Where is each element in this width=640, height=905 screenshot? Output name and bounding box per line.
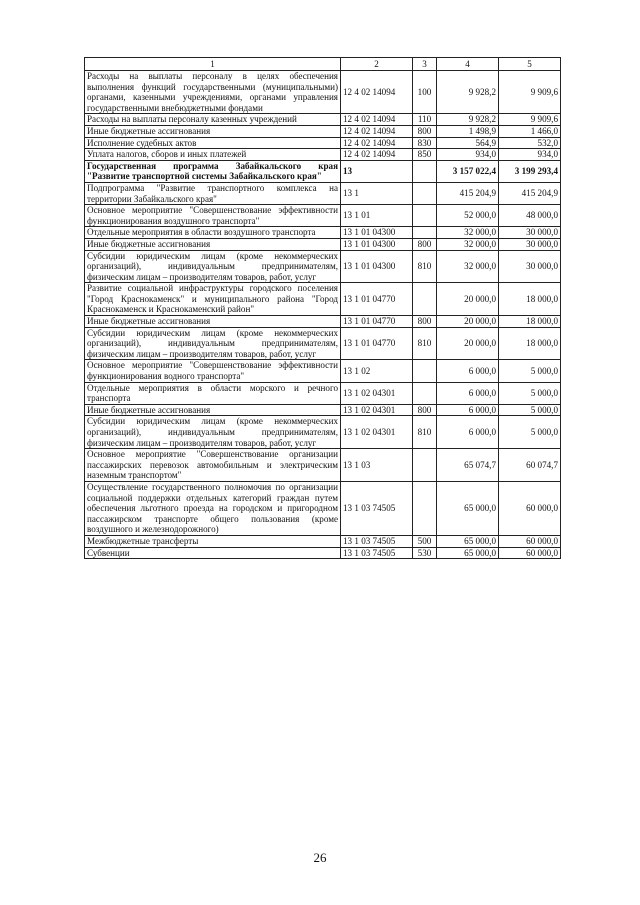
row-name-cell: Основное мероприятие "Совершенствование эффективности функционирования воздушного транспорта" bbox=[85, 205, 341, 227]
row-name-cell: Иные бюджетные ассигнования bbox=[85, 404, 341, 416]
row-value-1-cell: 415 204,9 bbox=[437, 182, 499, 204]
row-code-cell: 13 1 03 bbox=[341, 449, 413, 482]
row-name-cell: Основное мероприятие "Совершенствование организации пассажирских перевозок автомобильным и электрическим наземным транспортом" bbox=[85, 449, 341, 482]
row-value-2-cell: 18 000,0 bbox=[499, 327, 561, 360]
row-value-2-cell: 5 000,0 bbox=[499, 360, 561, 382]
row-code-cell: 12 4 02 14094 bbox=[341, 125, 413, 137]
row-expense-type-cell: 810 bbox=[413, 250, 437, 283]
row-expense-type-cell: 800 bbox=[413, 125, 437, 137]
row-name-cell: Отдельные мероприятия в области воздушного транспорта bbox=[85, 227, 341, 239]
row-expense-type-cell: 100 bbox=[413, 71, 437, 114]
table-row bbox=[85, 71, 561, 114]
row-code-cell: 13 1 bbox=[341, 182, 413, 204]
row-name-cell: Отдельные мероприятия в области морского и речного транспорта bbox=[85, 382, 341, 404]
row-code-cell: 13 1 01 04770 bbox=[341, 316, 413, 328]
row-code-cell: 13 1 01 04300 bbox=[341, 238, 413, 250]
row-code-cell: 13 1 03 74505 bbox=[341, 547, 413, 559]
table-row bbox=[85, 205, 561, 227]
row-expense-type-cell: 800 bbox=[413, 404, 437, 416]
row-value-2-cell: 3 199 293,4 bbox=[499, 160, 561, 182]
row-code-cell: 13 1 02 bbox=[341, 360, 413, 382]
row-value-1-cell: 1 498,9 bbox=[437, 125, 499, 137]
row-name-cell: Субсидии юридическим лицам (кроме некоммерческих организаций), индивидуальным предпринимателям, физическим лицам – производителям товаров, работ, услуг bbox=[85, 327, 341, 360]
table-row bbox=[85, 360, 561, 382]
row-code-cell: 13 1 02 04301 bbox=[341, 382, 413, 404]
header-cell-type: 3 bbox=[413, 58, 437, 71]
row-value-1-cell: 564,9 bbox=[437, 137, 499, 149]
row-expense-type-cell: 500 bbox=[413, 535, 437, 547]
table-row bbox=[85, 382, 561, 404]
row-code-cell: 13 1 02 04301 bbox=[341, 404, 413, 416]
row-code-cell: 13 1 02 04301 bbox=[341, 416, 413, 449]
row-name-cell: Субсидии юридическим лицам (кроме некоммерческих организаций), индивидуальным предпринимателям, физическим лицам – производителям товаров, работ, услуг bbox=[85, 416, 341, 449]
row-name-cell: Основное мероприятие "Совершенствование эффективности функционирования водного транспорта" bbox=[85, 360, 341, 382]
row-value-1-cell: 20 000,0 bbox=[437, 283, 499, 316]
row-value-1-cell: 65 000,0 bbox=[437, 535, 499, 547]
row-value-2-cell: 18 000,0 bbox=[499, 316, 561, 328]
row-expense-type-cell: 810 bbox=[413, 327, 437, 360]
row-expense-type-cell bbox=[413, 227, 437, 239]
row-code-cell: 12 4 02 14094 bbox=[341, 114, 413, 126]
row-name-cell: Развитие социальной инфраструктуры городского поселения "Город Краснокаменск" и муниципального района "Город Краснокаменск и Краснокаменский район" bbox=[85, 283, 341, 316]
row-value-2-cell: 48 000,0 bbox=[499, 205, 561, 227]
row-name-cell: Межбюджетные трансферты bbox=[85, 535, 341, 547]
table-row bbox=[85, 250, 561, 283]
row-expense-type-cell: 530 bbox=[413, 547, 437, 559]
row-value-2-cell: 1 466,0 bbox=[499, 125, 561, 137]
row-value-1-cell: 3 157 022,4 bbox=[437, 160, 499, 182]
header-cell-name: 1 bbox=[85, 58, 341, 71]
row-code-cell: 12 4 02 14094 bbox=[341, 149, 413, 161]
row-value-1-cell: 65 074,7 bbox=[437, 449, 499, 482]
row-value-1-cell: 65 000,0 bbox=[437, 547, 499, 559]
row-code-cell: 13 1 03 74505 bbox=[341, 481, 413, 535]
row-value-2-cell: 60 074,7 bbox=[499, 449, 561, 482]
header-row bbox=[85, 58, 561, 71]
row-value-1-cell: 32 000,0 bbox=[437, 238, 499, 250]
row-name-cell: Иные бюджетные ассигнования bbox=[85, 125, 341, 137]
row-name-cell: Субвенции bbox=[85, 547, 341, 559]
row-expense-type-cell bbox=[413, 283, 437, 316]
row-value-1-cell: 20 000,0 bbox=[437, 316, 499, 328]
page-number: 26 bbox=[313, 850, 327, 865]
table-row bbox=[85, 114, 561, 126]
row-name-cell: Исполнение судебных актов bbox=[85, 137, 341, 149]
row-value-1-cell: 6 000,0 bbox=[437, 404, 499, 416]
row-code-cell: 13 bbox=[341, 160, 413, 182]
row-expense-type-cell bbox=[413, 382, 437, 404]
row-name-cell: Субсидии юридическим лицам (кроме некоммерческих организаций), индивидуальным предпринимателям, физическим лицам – производителям товаров, работ, услуг bbox=[85, 250, 341, 283]
row-name-cell: Государственная программа Забайкальского края "Развитие транспортной системы Забайкальского края" bbox=[85, 160, 341, 182]
budget-table bbox=[84, 57, 561, 559]
row-code-cell: 12 4 02 14094 bbox=[341, 137, 413, 149]
row-code-cell: 12 4 02 14094 bbox=[341, 71, 413, 114]
row-expense-type-cell bbox=[413, 449, 437, 482]
row-name-cell: Иные бюджетные ассигнования bbox=[85, 238, 341, 250]
row-expense-type-cell: 810 bbox=[413, 416, 437, 449]
table-row bbox=[85, 227, 561, 239]
row-code-cell: 13 1 01 04770 bbox=[341, 283, 413, 316]
row-value-2-cell: 30 000,0 bbox=[499, 238, 561, 250]
row-expense-type-cell: 850 bbox=[413, 149, 437, 161]
row-expense-type-cell: 110 bbox=[413, 114, 437, 126]
row-value-1-cell: 6 000,0 bbox=[437, 360, 499, 382]
row-value-1-cell: 9 928,2 bbox=[437, 71, 499, 114]
table-row bbox=[85, 182, 561, 204]
table-row bbox=[85, 316, 561, 328]
row-value-2-cell: 60 000,0 bbox=[499, 535, 561, 547]
row-name-cell: Расходы на выплаты персоналу в целях обеспечения выполнения функций государственными (муниципальными) органами, казенными учреждениями, органами управления государственными внебюджетными фондами bbox=[85, 71, 341, 114]
header-cell-code: 2 bbox=[341, 58, 413, 71]
table-row bbox=[85, 404, 561, 416]
row-expense-type-cell bbox=[413, 205, 437, 227]
table-row bbox=[85, 416, 561, 449]
row-value-2-cell: 5 000,0 bbox=[499, 416, 561, 449]
header-cell-value-2: 5 bbox=[499, 58, 561, 71]
row-value-1-cell: 32 000,0 bbox=[437, 250, 499, 283]
row-expense-type-cell bbox=[413, 481, 437, 535]
header-cell-value-1: 4 bbox=[437, 58, 499, 71]
row-value-1-cell: 6 000,0 bbox=[437, 382, 499, 404]
row-expense-type-cell bbox=[413, 160, 437, 182]
row-value-2-cell: 30 000,0 bbox=[499, 250, 561, 283]
row-value-2-cell: 30 000,0 bbox=[499, 227, 561, 239]
row-value-2-cell: 5 000,0 bbox=[499, 382, 561, 404]
row-code-cell: 13 1 01 04770 bbox=[341, 327, 413, 360]
row-expense-type-cell: 800 bbox=[413, 238, 437, 250]
table-row bbox=[85, 547, 561, 559]
table-row bbox=[85, 125, 561, 137]
row-value-1-cell: 934,0 bbox=[437, 149, 499, 161]
row-expense-type-cell: 830 bbox=[413, 137, 437, 149]
row-value-2-cell: 934,0 bbox=[499, 149, 561, 161]
row-expense-type-cell bbox=[413, 360, 437, 382]
row-code-cell: 13 1 01 bbox=[341, 205, 413, 227]
row-value-1-cell: 32 000,0 bbox=[437, 227, 499, 239]
table-row bbox=[85, 238, 561, 250]
table-row bbox=[85, 149, 561, 161]
row-value-1-cell: 20 000,0 bbox=[437, 327, 499, 360]
row-name-cell: Расходы на выплаты персоналу казенных учреждений bbox=[85, 114, 341, 126]
row-name-cell: Уплата налогов, сборов и иных платежей bbox=[85, 149, 341, 161]
row-value-2-cell: 5 000,0 bbox=[499, 404, 561, 416]
row-name-cell: Осуществление государственного полномочия по организации социальной поддержки отдельных категорий граждан путем обеспечения льготного проезда на городском и пригородном пассажирском транспорте общего пользования (кроме воздушного и железнодорожного) bbox=[85, 481, 341, 535]
table-row bbox=[85, 327, 561, 360]
table-row bbox=[85, 449, 561, 482]
row-name-cell: Подпрограмма "Развитие транспортного комплекса на территории Забайкальского края" bbox=[85, 182, 341, 204]
row-expense-type-cell: 800 bbox=[413, 316, 437, 328]
table-row bbox=[85, 535, 561, 547]
row-code-cell: 13 1 03 74505 bbox=[341, 535, 413, 547]
row-value-1-cell: 52 000,0 bbox=[437, 205, 499, 227]
row-value-2-cell: 532,0 bbox=[499, 137, 561, 149]
row-value-2-cell: 9 909,6 bbox=[499, 114, 561, 126]
row-value-2-cell: 60 000,0 bbox=[499, 547, 561, 559]
row-value-2-cell: 9 909,6 bbox=[499, 71, 561, 114]
row-value-1-cell: 65 000,0 bbox=[437, 481, 499, 535]
table-row bbox=[85, 160, 561, 182]
row-value-2-cell: 60 000,0 bbox=[499, 481, 561, 535]
row-expense-type-cell bbox=[413, 182, 437, 204]
row-value-1-cell: 6 000,0 bbox=[437, 416, 499, 449]
row-code-cell: 13 1 01 04300 bbox=[341, 227, 413, 239]
row-name-cell: Иные бюджетные ассигнования bbox=[85, 316, 341, 328]
table-row bbox=[85, 481, 561, 535]
table-row bbox=[85, 137, 561, 149]
row-code-cell: 13 1 01 04300 bbox=[341, 250, 413, 283]
row-value-2-cell: 415 204,9 bbox=[499, 182, 561, 204]
row-value-1-cell: 9 928,2 bbox=[437, 114, 499, 126]
table-row bbox=[85, 283, 561, 316]
row-value-2-cell: 18 000,0 bbox=[499, 283, 561, 316]
